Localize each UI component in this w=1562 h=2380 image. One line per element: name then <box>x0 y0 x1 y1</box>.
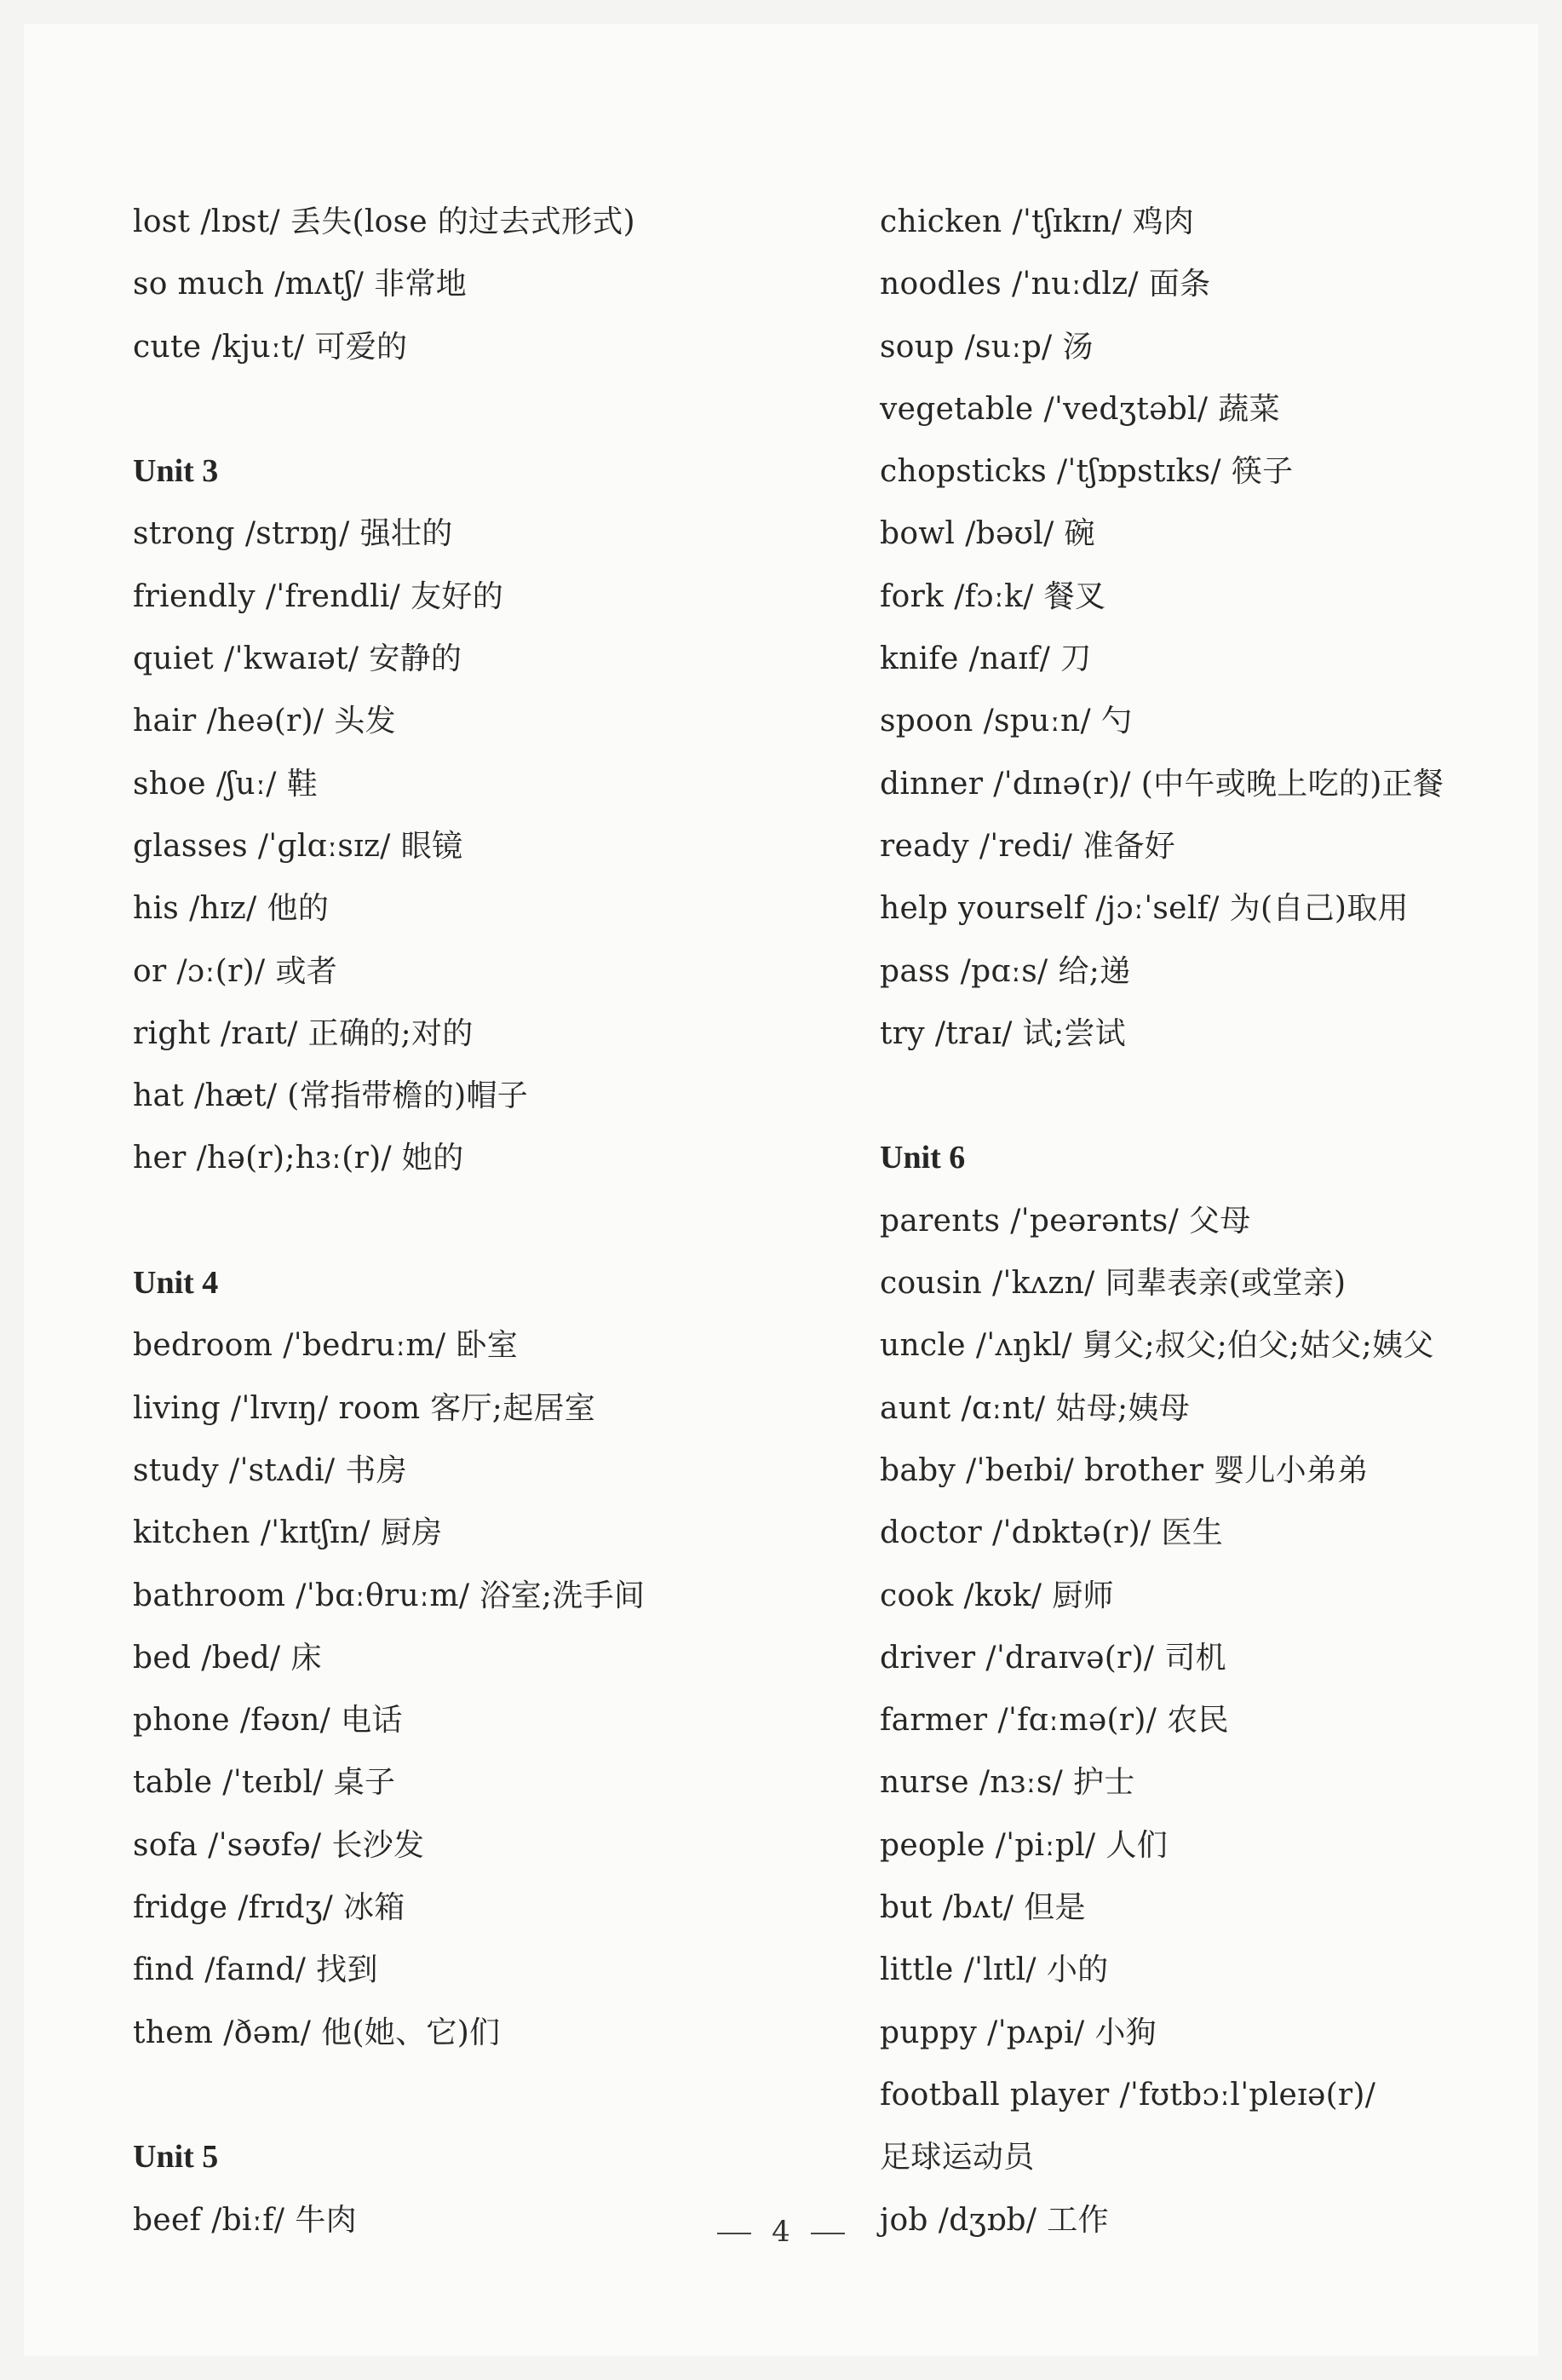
vocab-phonetic: /ˈdɒktə(r)/ <box>992 1515 1151 1551</box>
vocab-entry <box>880 815 1553 877</box>
vocab-word: kitchen <box>133 1515 250 1551</box>
vocab-phonetic: /ˈbɑːθruːm/ <box>296 1578 470 1613</box>
vocab-entry <box>880 440 1553 503</box>
vocab-entry <box>880 940 1553 1003</box>
vocab-phonetic: /mʌtʃ/ <box>274 267 365 302</box>
vocab-phonetic: /ˈbedruːm/ <box>283 1328 446 1364</box>
vocab-phonetic: /ɑːnt/ <box>961 1390 1046 1426</box>
vocab-entry <box>880 503 1553 565</box>
vocab-meaning: 医生 <box>1161 1515 1224 1551</box>
vocab-entry <box>880 1877 1553 1939</box>
vocab-phonetic: /frɪdʒ/ <box>238 1890 334 1926</box>
vocab-meaning: 为(自己)取用 <box>1229 891 1409 927</box>
vocab-phonetic: /pɑːs/ <box>960 953 1048 989</box>
vocab-phonetic: /ˈpeərənts/ <box>1010 1203 1179 1239</box>
vocab-entry <box>880 2002 1553 2064</box>
vocab-entry <box>880 253 1553 315</box>
footer-dash-left <box>717 2233 751 2234</box>
vocab-phonetic: /raɪt/ <box>220 1015 298 1051</box>
vocab-meaning: 碗 <box>1064 516 1095 552</box>
vocab-entry <box>133 753 848 815</box>
vocab-meaning: 长沙发 <box>331 1827 425 1863</box>
vocab-phonetic: /naɪf/ <box>968 641 1051 677</box>
vocabulary-page <box>24 24 1538 2356</box>
vocab-meaning: 舅父;叔父;伯父;姑父;姨父 <box>1082 1328 1434 1364</box>
vocab-entry <box>133 1627 848 1689</box>
vocab-entry <box>880 1502 1553 1564</box>
vocab-entry <box>880 316 1553 378</box>
vocab-meaning: 牛肉 <box>295 2202 357 2238</box>
vocab-meaning: 桌子 <box>333 1765 396 1801</box>
vocab-meaning: 卧室 <box>456 1328 519 1364</box>
vocab-entry <box>133 1814 848 1877</box>
vocab-meaning: 试;尝试 <box>1022 1015 1126 1051</box>
vocab-meaning: 书房 <box>345 1452 408 1488</box>
vocab-meaning: 汤 <box>1062 329 1094 365</box>
vocab-meaning: 安静的 <box>369 641 462 677</box>
vocab-meaning: brother 婴儿小弟弟 <box>1084 1452 1369 1488</box>
vocab-word: ready <box>880 828 969 864</box>
vocab-phonetic: /ˈɡlɑːsɪz/ <box>257 828 391 864</box>
vocab-meaning: 床 <box>290 1640 322 1676</box>
vocab-phonetic: /jɔːˈself/ <box>1095 891 1220 927</box>
vocab-meaning: 同辈表亲(或堂亲) <box>1105 1266 1347 1302</box>
vocab-word: nurse <box>880 1765 969 1801</box>
vocab-meaning: 非常地 <box>374 267 468 302</box>
vocab-phonetic: /ˈfɑːmə(r)/ <box>997 1703 1157 1739</box>
vocab-meaning: 他(她、它)们 <box>321 2015 501 2050</box>
vocab-word: phone <box>133 1703 230 1739</box>
vocab-phonetic: /faɪnd/ <box>204 1952 307 1988</box>
vocab-meaning: 餐叉 <box>1043 578 1106 614</box>
vocab-entry <box>133 316 848 378</box>
vocab-phonetic: /ˈsəʊfə/ <box>208 1827 322 1863</box>
vocab-phonetic: /ˈʌŋkl/ <box>975 1328 1072 1364</box>
vocab-entry <box>133 2002 848 2064</box>
vocab-entry <box>133 1877 848 1939</box>
vocab-phonetic: /ˈlɪvɪŋ/ <box>230 1390 329 1426</box>
vocab-entry <box>133 1065 848 1127</box>
vocab-phonetic: /ˈfʊtbɔːlˈpleɪə(r)/ <box>1119 2077 1376 2113</box>
vocab-meaning: 强壮的 <box>359 516 453 552</box>
vocab-word: cousin <box>880 1266 982 1302</box>
vocab-phonetic: /heə(r)/ <box>206 704 324 739</box>
vocab-entry <box>880 1252 1553 1314</box>
vocab-word: lost <box>133 204 191 239</box>
vocab-word: bathroom <box>133 1578 286 1613</box>
vocab-entry <box>133 628 848 690</box>
vocab-entry <box>880 566 1553 628</box>
vocab-word: bowl <box>880 516 956 552</box>
vocab-phonetic: /ˈtʃɒpstɪks/ <box>1056 454 1221 490</box>
vocab-entry <box>880 1689 1553 1751</box>
vocab-entry <box>880 1003 1553 1065</box>
vocab-phonetic: /nɜːs/ <box>979 1765 1064 1801</box>
vocab-phonetic: /hɪz/ <box>189 891 257 927</box>
vocab-phonetic: /suːp/ <box>964 329 1053 365</box>
vocab-word: football player <box>880 2077 1110 2113</box>
vocab-entry <box>880 1627 1553 1689</box>
vocab-meaning: 丢失(lose 的过去式形式) <box>290 204 635 239</box>
vocab-phonetic: /ˈstʌdi/ <box>229 1452 336 1488</box>
vocab-entry <box>880 2064 1553 2126</box>
vocab-word: job <box>880 2202 928 2238</box>
unit-heading: Unit 6 <box>880 1140 966 1176</box>
footer-dash-right <box>811 2233 845 2234</box>
vocab-entry <box>880 1939 1553 2001</box>
vocab-phonetic: /bed/ <box>201 1640 281 1676</box>
vocab-word: doctor <box>880 1515 983 1551</box>
vocab-phonetic: /ˈdraɪvə(r)/ <box>985 1640 1155 1676</box>
vocab-word: dinner <box>880 766 984 802</box>
vocab-word: fridge <box>133 1890 228 1926</box>
vocab-meaning: room 客厅;起居室 <box>338 1390 596 1426</box>
vocab-phonetic: /kjuːt/ <box>211 329 305 365</box>
vocab-word: glasses <box>133 828 248 864</box>
vocab-meaning: 可爱的 <box>314 329 408 365</box>
vocab-word: but <box>880 1890 933 1926</box>
vocab-entry <box>133 1751 848 1814</box>
vocab-meaning: 冰箱 <box>343 1890 405 1926</box>
vocab-word: quiet <box>133 641 215 677</box>
vocab-entry <box>133 940 848 1003</box>
vocab-phonetic: /ɔː(r)/ <box>176 953 266 989</box>
vocab-word: them <box>133 2015 214 2050</box>
vocab-meaning: 准备好 <box>1082 828 1176 864</box>
vocab-meaning: (中午或晚上吃的)正餐 <box>1140 766 1444 802</box>
vocab-meaning: 司机 <box>1164 1640 1226 1676</box>
vocab-meaning: 眼镜 <box>400 828 463 864</box>
vocab-meaning: 父母 <box>1189 1203 1251 1239</box>
vocab-word: beef <box>133 2202 202 2238</box>
vocab-word: help yourself <box>880 891 1086 927</box>
vocab-entry <box>880 191 1553 253</box>
vocab-phonetic: /ˈlɪtl/ <box>963 1952 1037 1988</box>
right-column <box>880 191 1553 2251</box>
vocab-meaning: 但是 <box>1024 1890 1086 1926</box>
vocab-word: little <box>880 1952 954 1988</box>
vocab-meaning: 头发 <box>334 704 396 739</box>
vocab-word: parents <box>880 1203 1001 1239</box>
vocab-word: try <box>880 1015 925 1051</box>
vocab-entry <box>880 1565 1553 1627</box>
vocab-phonetic: /ʃuː/ <box>215 766 277 802</box>
vocab-entry <box>880 1440 1553 1502</box>
vocab-word: chopsticks <box>880 454 1047 490</box>
vocab-entry <box>880 690 1553 752</box>
unit-heading: Unit 4 <box>133 1265 219 1302</box>
vocab-phonetic: /ˈteɪbl/ <box>222 1765 324 1801</box>
vocab-phonetic: /lɒst/ <box>200 204 280 239</box>
vocab-phonetic: /ˈpʌpi/ <box>987 2015 1085 2050</box>
vocab-word: or <box>133 953 167 989</box>
vocab-phonetic: /ˈfrendli/ <box>265 578 401 614</box>
vocab-word: find <box>133 1952 195 1988</box>
vocab-word: spoon <box>880 704 973 739</box>
vocab-word: her <box>133 1141 187 1176</box>
vocab-phonetic: /bʌt/ <box>942 1890 1014 1926</box>
vocab-entry <box>133 1440 848 1502</box>
vocab-word: farmer <box>880 1703 988 1739</box>
vocab-phonetic: /hæt/ <box>194 1078 278 1114</box>
vocab-word: hair <box>133 704 197 739</box>
vocab-meaning: 姑母;姨母 <box>1055 1390 1191 1426</box>
vocab-phonetic: /bəʊl/ <box>965 516 1054 552</box>
vocab-entry <box>133 1314 848 1377</box>
vocab-meaning: 正确的;对的 <box>307 1015 474 1051</box>
unit-heading: Unit 3 <box>133 453 219 490</box>
vocab-phonetic: /biːf/ <box>211 2202 285 2238</box>
vocab-meaning: 刀 <box>1060 641 1092 677</box>
vocab-word: strong <box>133 516 235 552</box>
vocab-entry <box>133 1127 848 1189</box>
vocab-word: cute <box>133 329 202 365</box>
vocab-entry <box>133 1502 848 1564</box>
vocab-entry <box>133 191 848 253</box>
vocab-word: aunt <box>880 1390 951 1426</box>
vocab-word: people <box>880 1827 985 1863</box>
vocab-entry <box>880 1814 1553 1877</box>
vocab-meaning: 厨房 <box>380 1515 443 1551</box>
vocab-word: table <box>133 1765 213 1801</box>
vocab-meaning: 护士 <box>1073 1765 1135 1801</box>
vocab-phonetic: /ˈtʃɪkɪn/ <box>1012 204 1123 239</box>
vocab-word: right <box>133 1015 210 1051</box>
vocab-entry <box>880 877 1553 940</box>
vocab-phonetic: /ˈkɪtʃɪn/ <box>260 1515 370 1551</box>
vocab-word: noodles <box>880 267 1002 302</box>
vocab-entry <box>880 1314 1553 1377</box>
page-number-footer <box>0 2215 1562 2249</box>
vocab-word: bed <box>133 1640 192 1676</box>
vocab-meaning: 面条 <box>1148 267 1211 302</box>
vocab-entry <box>133 566 848 628</box>
vocab-meaning: 蔬菜 <box>1218 391 1280 427</box>
vocab-phonetic: /ˈkwaɪət/ <box>224 641 359 677</box>
unit-heading: Unit 5 <box>133 2139 219 2176</box>
vocab-meaning: 筷子 <box>1231 454 1294 490</box>
vocab-entry <box>880 628 1553 690</box>
vocab-meaning: 厨师 <box>1052 1578 1114 1613</box>
vocab-word: hat <box>133 1078 185 1114</box>
vocab-phonetic: /traɪ/ <box>934 1015 1013 1051</box>
vocab-phonetic: /strɒŋ/ <box>244 516 350 552</box>
vocab-phonetic: /dʒɒb/ <box>938 2202 1037 2238</box>
vocab-word: his <box>133 891 180 927</box>
vocab-phonetic: /fɔːk/ <box>954 578 1034 614</box>
vocab-entry <box>133 1565 848 1627</box>
section-gap <box>133 378 848 440</box>
vocab-word: sofa <box>133 1827 198 1863</box>
vocab-phonetic: /ˈbeɪbi/ <box>966 1452 1075 1488</box>
vocab-word: driver <box>880 1640 976 1676</box>
vocab-entry <box>133 253 848 315</box>
page-number: 4 <box>772 2215 790 2249</box>
vocab-meaning: 给;递 <box>1058 953 1131 989</box>
vocab-phonetic: /ˈdɪnə(r)/ <box>993 766 1131 802</box>
vocab-entry <box>133 1003 848 1065</box>
vocab-word: puppy <box>880 2015 978 2050</box>
vocab-entry <box>880 753 1553 815</box>
vocab-word: study <box>133 1452 220 1488</box>
left-column <box>133 191 848 2251</box>
section-gap <box>880 1065 1553 1127</box>
vocab-meaning: (常指带檐的)帽子 <box>287 1078 529 1114</box>
vocab-phonetic: /ˈpiːpl/ <box>995 1827 1096 1863</box>
vocab-entry <box>880 1377 1553 1440</box>
vocab-word: uncle <box>880 1328 966 1364</box>
vocab-word: chicken <box>880 204 1002 239</box>
vocab-meaning: 勺 <box>1100 704 1133 739</box>
vocab-entry <box>133 503 848 565</box>
vocab-phonetic: /ˈkʌzn/ <box>992 1266 1095 1302</box>
vocab-entry <box>133 877 848 940</box>
vocab-word: bedroom <box>133 1328 273 1364</box>
vocab-entry <box>133 1939 848 2001</box>
vocab-entry <box>133 1689 848 1751</box>
vocab-meaning: 找到 <box>316 1952 378 1988</box>
vocab-meaning: 电话 <box>341 1703 403 1739</box>
vocab-word: so much <box>133 267 265 302</box>
entry-continuation: 足球运动员 <box>880 2140 1035 2176</box>
vocab-entry <box>133 815 848 877</box>
vocab-meaning: 鞋 <box>286 766 319 802</box>
vocab-word: soup <box>880 329 955 365</box>
vocab-meaning: 或者 <box>275 953 338 989</box>
vocab-word: baby <box>880 1452 956 1488</box>
vocab-word: vegetable <box>880 391 1034 427</box>
vocab-phonetic: /ˈredi/ <box>979 828 1073 864</box>
vocab-word: fork <box>880 578 945 614</box>
vocab-meaning: 人们 <box>1105 1827 1169 1863</box>
vocab-word: knife <box>880 641 959 677</box>
vocab-phonetic: /kʊk/ <box>963 1578 1042 1613</box>
section-gap <box>133 1190 848 1252</box>
vocab-word: pass <box>880 953 950 989</box>
vocab-entry <box>880 1190 1553 1252</box>
vocab-phonetic: /ðəm/ <box>223 2015 312 2050</box>
vocab-phonetic: /hə(r);hɜː(r)/ <box>196 1141 392 1176</box>
vocab-phonetic: /ˈnuːdlz/ <box>1011 267 1139 302</box>
vocab-entry <box>133 1377 848 1440</box>
vocab-meaning: 他的 <box>267 891 330 927</box>
vocab-meaning: 她的 <box>401 1141 464 1176</box>
vocab-word: cook <box>880 1578 954 1613</box>
vocab-phonetic: /fəʊn/ <box>239 1703 331 1739</box>
vocab-phonetic: /ˈvedʒtəbl/ <box>1043 391 1209 427</box>
vocab-meaning: 小的 <box>1046 1952 1109 1988</box>
vocab-entry <box>133 690 848 752</box>
vocab-word: living <box>133 1390 221 1426</box>
vocab-meaning: 工作 <box>1047 2202 1109 2238</box>
vocab-meaning: 友好的 <box>411 578 503 614</box>
vocab-entry <box>880 1751 1553 1814</box>
vocab-entry <box>880 378 1553 440</box>
vocab-meaning: 农民 <box>1167 1703 1229 1739</box>
section-gap <box>133 2064 848 2126</box>
vocab-meaning: 浴室;洗手间 <box>480 1578 646 1613</box>
vocab-phonetic: /spuːn/ <box>983 704 1091 739</box>
vocab-word: friendly <box>133 578 256 614</box>
vocab-meaning: 小狗 <box>1094 2015 1157 2050</box>
vocab-meaning: 鸡肉 <box>1132 204 1195 239</box>
vocab-word: shoe <box>133 766 206 802</box>
